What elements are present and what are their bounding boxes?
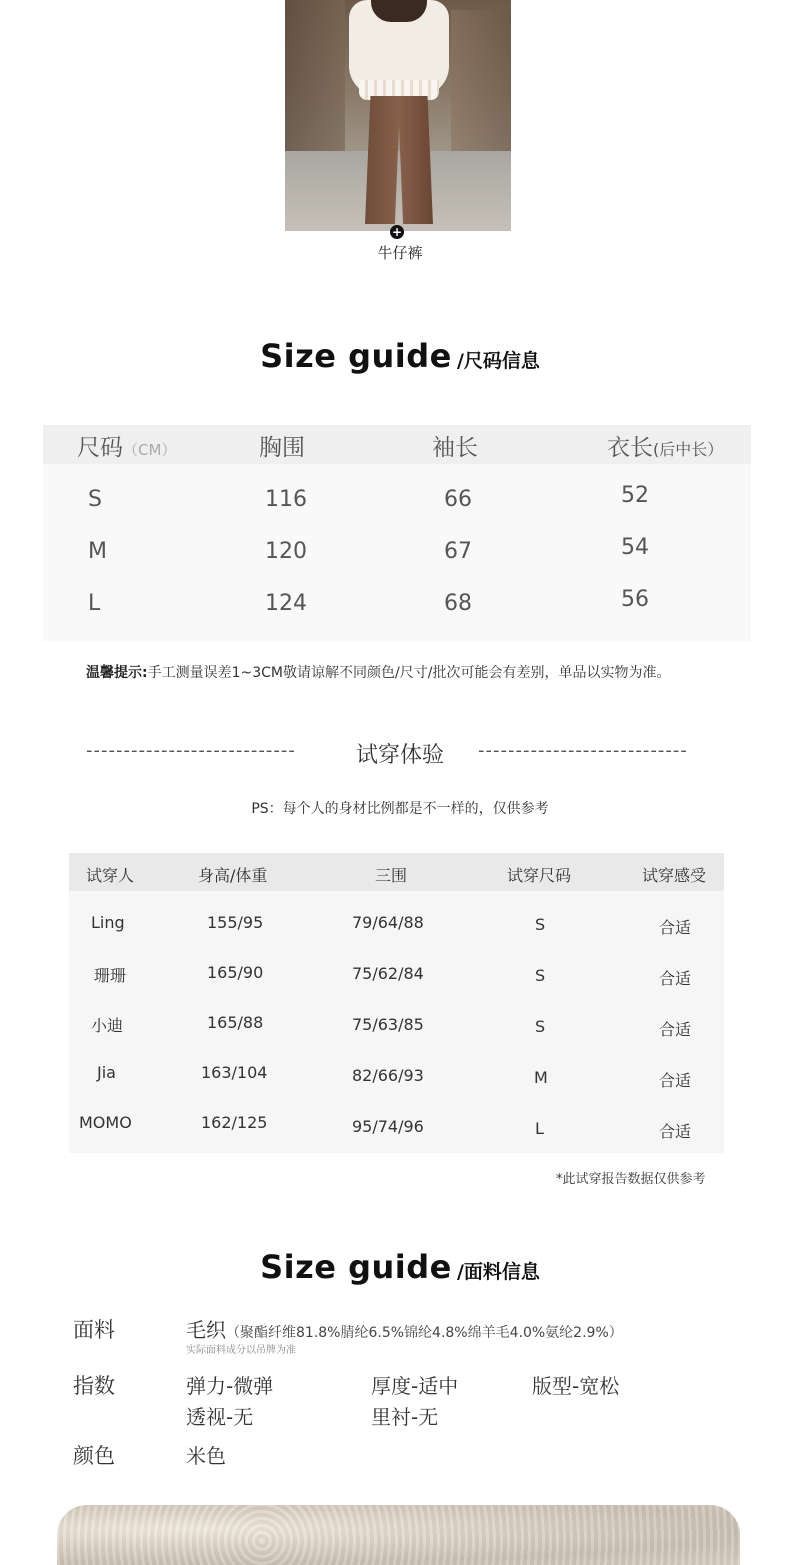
product-label: 牛仔裤: [377, 244, 423, 262]
header-height-weight: 身高/体重: [198, 866, 268, 885]
fabric-index-elasticity: 弹力-微弹: [186, 1374, 274, 1398]
tryon-row-size: S: [535, 1017, 546, 1036]
size-row-sleeve: 67: [444, 539, 472, 564]
header-length: 衣长(后中长）: [607, 435, 724, 461]
fabric-material-sub: 实际面料成分以吊牌为准: [186, 1345, 296, 1356]
tryon-row-height-weight: 162/125: [201, 1113, 268, 1132]
size-note: [86, 662, 670, 682]
fabric-title-en: Size guide: [260, 1248, 452, 1286]
fabric-color-value: 米色: [186, 1444, 226, 1468]
tryon-row-measurements: 95/74/96: [352, 1117, 424, 1136]
fabric-material-main: 毛织: [186, 1318, 226, 1342]
tryon-divider-left: ----------------------------: [86, 740, 296, 761]
tryon-row-person: 小迪: [91, 1016, 124, 1035]
size-row-size: M: [88, 539, 107, 564]
fabric-index-thickness: 厚度-适中: [371, 1374, 459, 1398]
size-note-text: 手工测量误差1~3CM敬请谅解不同颜色/尺寸/批次可能会有差别，单品以实物为准。: [147, 665, 671, 681]
size-row-chest: 120: [265, 539, 307, 564]
fabric-material: [186, 1314, 623, 1343]
size-row-sleeve: 68: [444, 591, 472, 616]
fabric-swatch-image: [57, 1505, 740, 1565]
header-fit: 试穿感受: [642, 866, 707, 885]
size-row-chest: 124: [265, 591, 307, 616]
fabric-index-transparency: 透视-无: [186, 1405, 254, 1429]
tryon-row-fit: 合适: [659, 969, 692, 988]
header-unit: （CM）: [123, 441, 177, 459]
fabric-title: [0, 1248, 800, 1286]
size-guide-title-cn: /尺码信息: [456, 350, 540, 372]
tryon-title: 试穿体验: [355, 743, 444, 768]
size-table-header: [43, 425, 751, 464]
fabric-material-detail: （聚酯纤维81.8%腈纶6.5%锦纶4.8%绵羊毛4.0%氨纶2.9%）: [226, 1325, 623, 1341]
size-row-length: 52: [621, 483, 649, 508]
tryon-row-size: S: [535, 966, 546, 985]
tryon-table-header: [69, 853, 724, 891]
size-row-length: 56: [621, 587, 649, 612]
tryon-row-size: S: [535, 915, 546, 934]
size-note-label: 温馨提示:: [86, 665, 148, 681]
tryon-row-fit: 合适: [659, 1071, 692, 1090]
header-sleeve: 袖长: [432, 435, 478, 461]
tryon-row-height-weight: 165/88: [207, 1013, 264, 1032]
tryon-row-fit: 合适: [659, 1122, 692, 1141]
size-guide-title-en: Size guide: [260, 337, 452, 375]
size-table: [43, 425, 751, 641]
plus-icon[interactable]: +: [391, 225, 403, 239]
tryon-row-size: M: [534, 1068, 548, 1087]
tryon-report-note: *此试穿报告数据仅供参考: [556, 1172, 706, 1187]
fabric-material-label: 面料: [73, 1318, 115, 1342]
tryon-row-person: Ling: [91, 913, 125, 932]
header-person: 试穿人: [86, 866, 135, 885]
header-tried-size: 试穿尺码: [507, 866, 572, 885]
tryon-row-person: MOMO: [79, 1113, 132, 1132]
size-row-chest: 116: [265, 487, 307, 512]
tryon-row-measurements: 79/64/88: [352, 913, 424, 932]
header-chest: 胸围: [259, 435, 305, 461]
fabric-color-label: 颜色: [73, 1444, 115, 1468]
tryon-divider-right: ----------------------------: [478, 740, 688, 761]
header-length-note: (后中长）: [653, 440, 724, 459]
tryon-row-fit: 合适: [659, 918, 692, 937]
tryon-row-fit: 合适: [659, 1020, 692, 1039]
tryon-table: [69, 853, 724, 1153]
fabric-index-lining: 里衬-无: [371, 1405, 439, 1429]
tryon-row-measurements: 82/66/93: [352, 1066, 424, 1085]
size-row-length: 54: [621, 535, 649, 560]
fabric-index-label: 指数: [73, 1374, 115, 1398]
tryon-row-measurements: 75/63/85: [352, 1015, 424, 1034]
size-row-sleeve: 66: [444, 487, 472, 512]
tryon-row-person: 珊珊: [94, 966, 127, 985]
size-row-size: S: [88, 487, 102, 512]
tryon-row-height-weight: 155/95: [207, 913, 264, 932]
product-photo: [285, 0, 511, 231]
tryon-ps: PS：每个人的身材比例都是不一样的，仅供参考: [251, 801, 549, 817]
tryon-row-height-weight: 165/90: [207, 963, 264, 982]
header-measurements: 三围: [375, 866, 408, 885]
fabric-index-fit: 版型-宽松: [532, 1374, 620, 1398]
size-row-size: L: [88, 591, 101, 616]
tryon-row-size: L: [535, 1119, 544, 1138]
tryon-row-measurements: 75/62/84: [352, 964, 424, 983]
size-guide-title: [0, 337, 800, 375]
tryon-row-height-weight: 163/104: [201, 1063, 268, 1082]
tryon-row-person: Jia: [97, 1063, 116, 1082]
header-size: 尺码（CM）: [77, 435, 177, 461]
fabric-title-cn: /面料信息: [456, 1261, 540, 1283]
